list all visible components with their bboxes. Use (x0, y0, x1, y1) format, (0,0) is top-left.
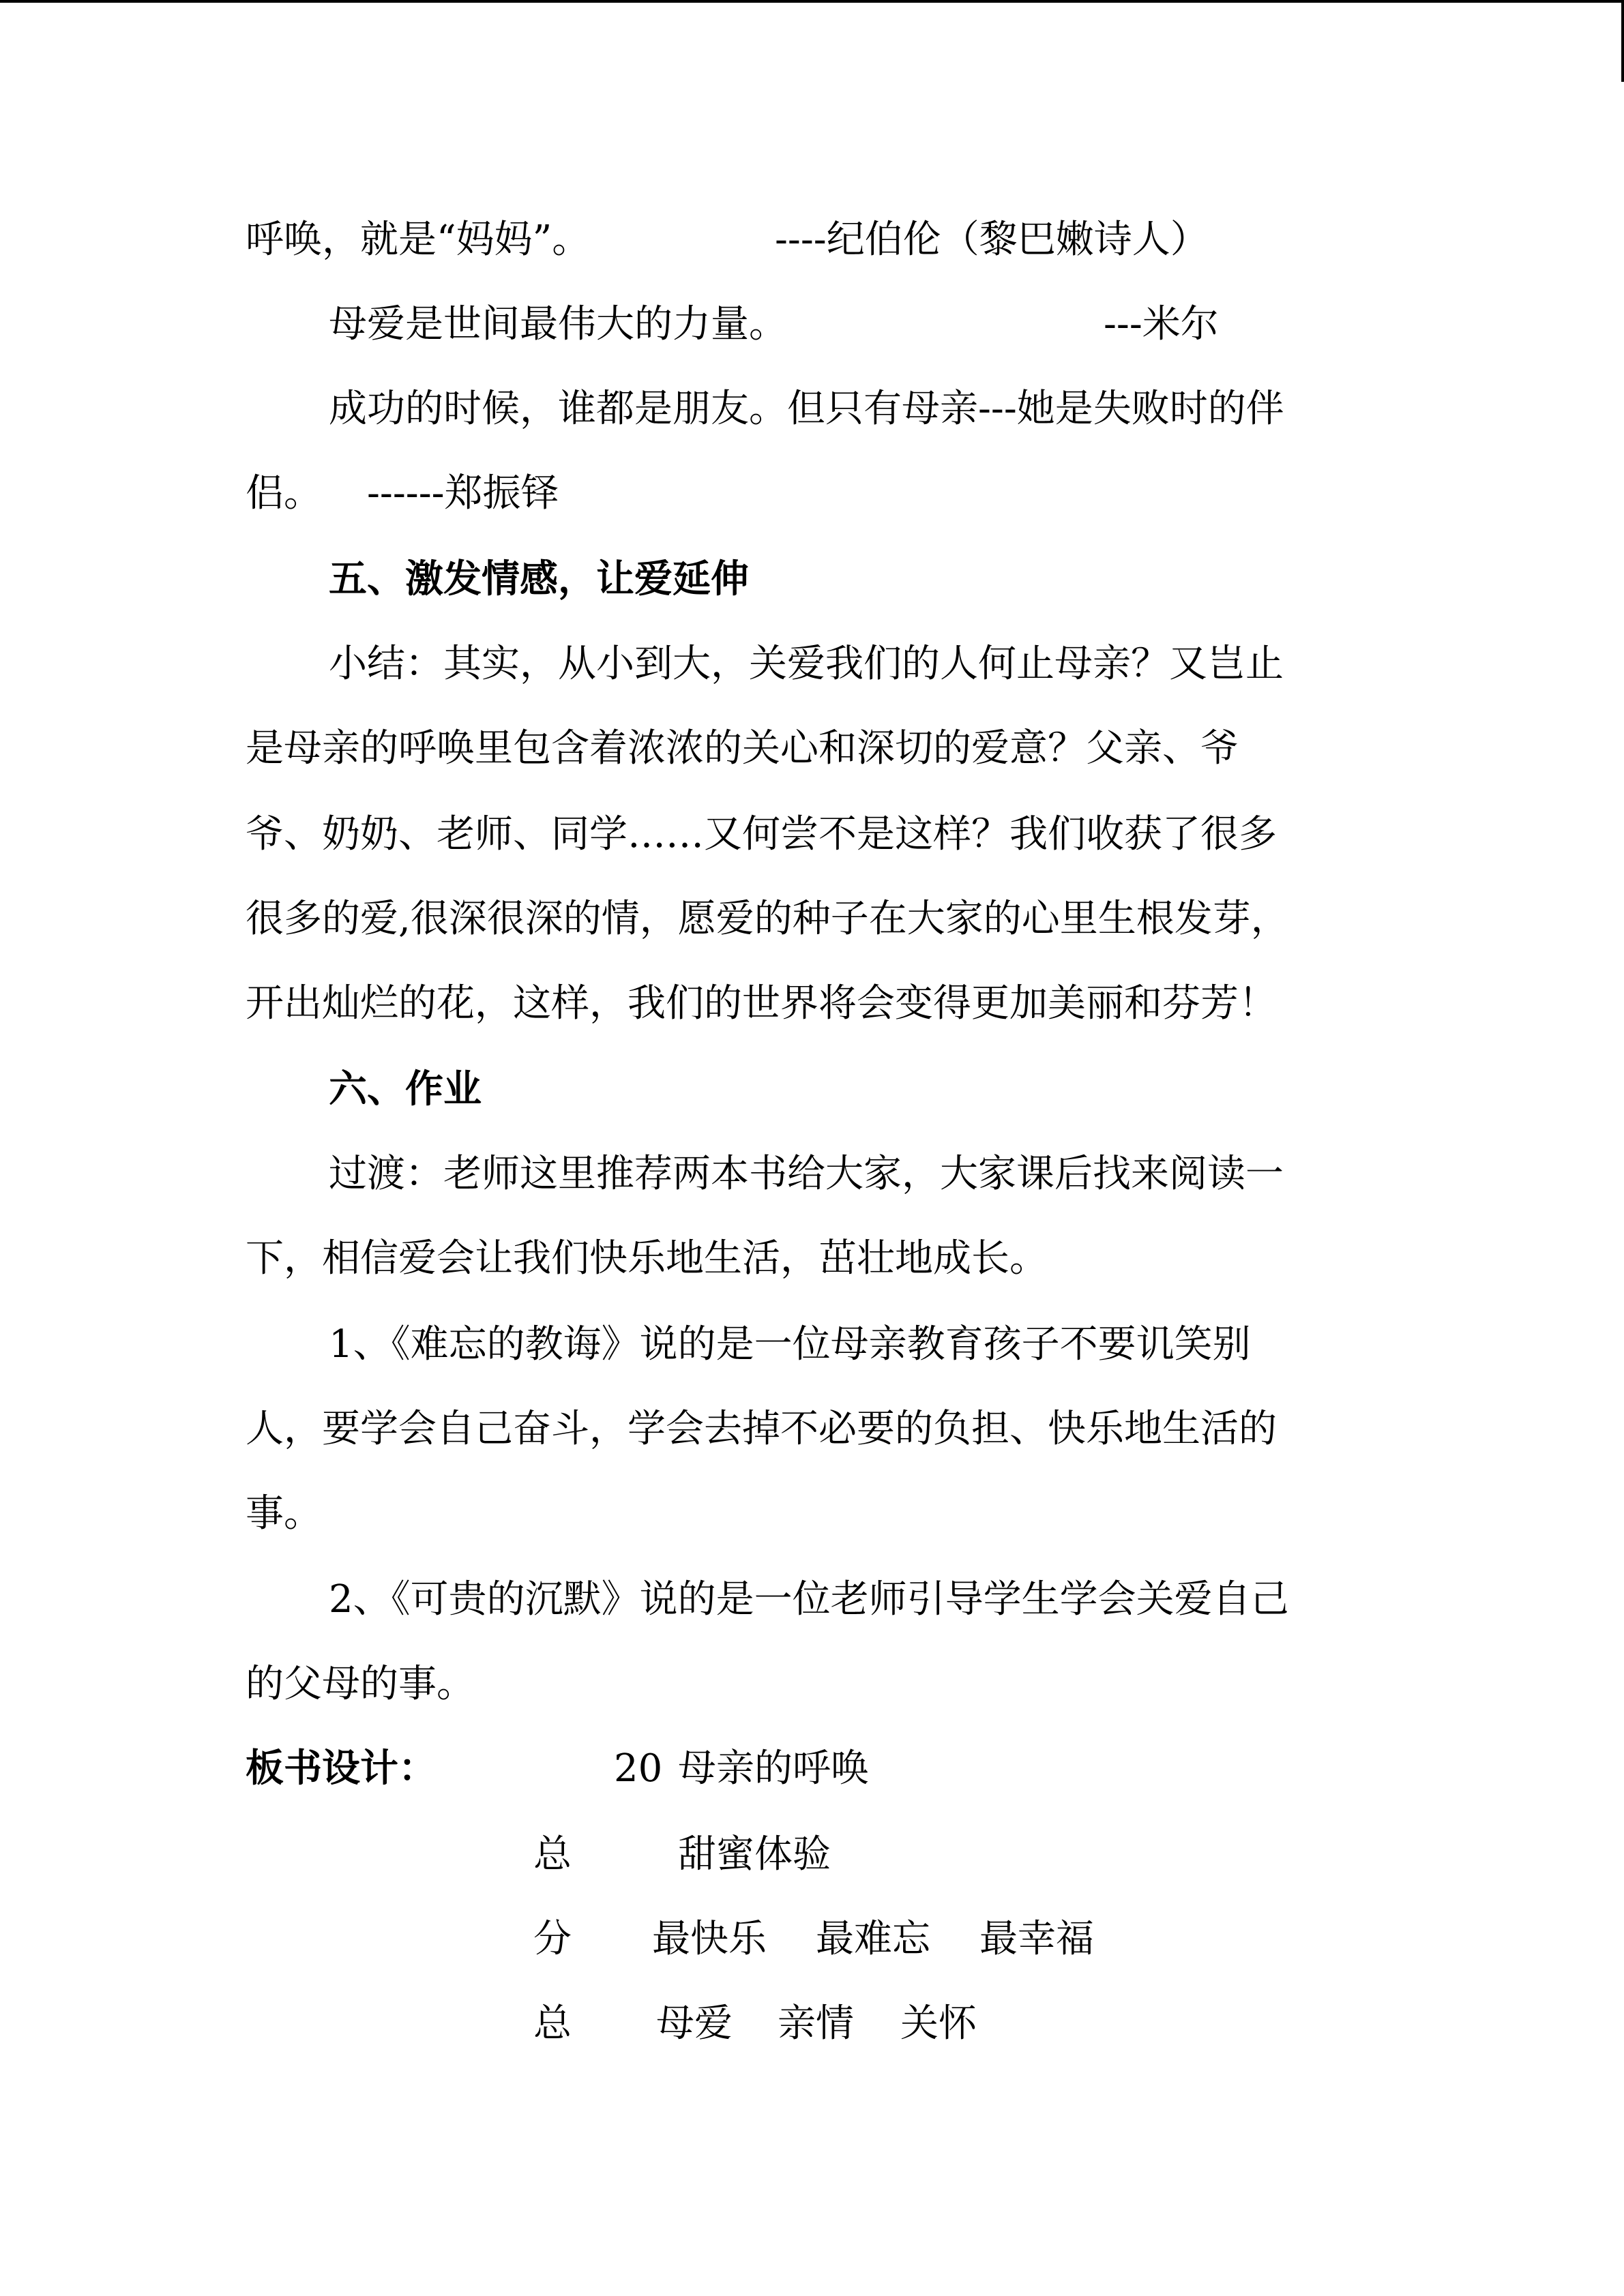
board-row-1-key: 总 (533, 1832, 572, 1877)
homework-item-1-line-2: 人，要学会自己奋斗，学会去掉不必要的负担、快乐地生活的 (246, 1407, 1277, 1451)
section-heading-6: 六、作业 (329, 1067, 482, 1112)
homework-intro-line-2: 下，相信爱会让我们快乐地生活，茁壮地成长。 (246, 1236, 1048, 1281)
homework-intro-line-1: 过渡：老师这里推荐两本书给大家，大家课后找来阅读一 (329, 1152, 1284, 1196)
homework-item-2-line-1: 2、《可贵的沉默》说的是一位老师引导学生学会关爱自己 (329, 1577, 1289, 1622)
quote-attribution-3: ------郑振铎 (367, 471, 559, 516)
board-design-title: 母亲的呼唤 (678, 1746, 869, 1791)
board-row-2-key: 分 (533, 1917, 572, 1961)
board-row-1-item-1: 甜蜜体验 (678, 1832, 831, 1877)
board-row-2-item-1: 最快乐 (652, 1917, 767, 1961)
quote-line-1: 呼唤，就是“妈妈”。 (246, 218, 591, 262)
board-row-3-item-2: 亲情 (778, 2001, 854, 2046)
quote-line-3: 成功的时候，谁都是朋友。但只有母亲---她是失败时的伴 (329, 387, 1284, 431)
quote-line-3-cont: 侣。 (246, 471, 322, 516)
board-design-number: 20 (614, 1746, 663, 1791)
homework-item-2-line-2: 的父母的事。 (246, 1662, 475, 1706)
board-row-3-item-1: 母爱 (656, 2001, 733, 2046)
summary-paragraph-line-3: 爷、奶奶、老师、同学……又何尝不是这样？我们收获了很多 (246, 812, 1277, 856)
summary-paragraph-line-4: 很多的爱,很深很深的情，愿爱的种子在大家的心里生根发芽， (246, 897, 1289, 941)
homework-item-1-line-1: 1、《难忘的教诲》说的是一位母亲教育孩子不要讥笑别 (329, 1322, 1251, 1367)
section-heading-5: 五、激发情感，让爱延伸 (329, 557, 749, 601)
page-right-border (1621, 0, 1624, 82)
quote-attribution-1: ----纪伯伦（黎巴嫩诗人） (775, 218, 1209, 262)
page-top-border (0, 0, 1624, 3)
board-row-3-item-3: 关怀 (900, 2001, 977, 2046)
summary-paragraph-line-2: 是母亲的呼唤里包含着浓浓的关心和深切的爱意？父亲、爷 (246, 726, 1239, 771)
quote-line-2: 母爱是世间最伟大的力量。 (329, 302, 787, 346)
summary-paragraph-line-5: 开出灿烂的花，这样，我们的世界将会变得更加美丽和芬芳！ (246, 981, 1277, 1026)
board-row-2-item-3: 最幸福 (979, 1917, 1094, 1961)
board-row-3-key: 总 (533, 2001, 572, 2046)
homework-item-1-line-3: 事。 (246, 1491, 322, 1536)
board-design-label: 板书设计： (246, 1746, 437, 1791)
summary-paragraph-line-1: 小结：其实，从小到大，关爱我们的人何止母亲？又岂止 (329, 642, 1284, 686)
quote-attribution-2: ---米尔 (1104, 302, 1219, 346)
board-row-2-item-2: 最难忘 (816, 1917, 930, 1961)
